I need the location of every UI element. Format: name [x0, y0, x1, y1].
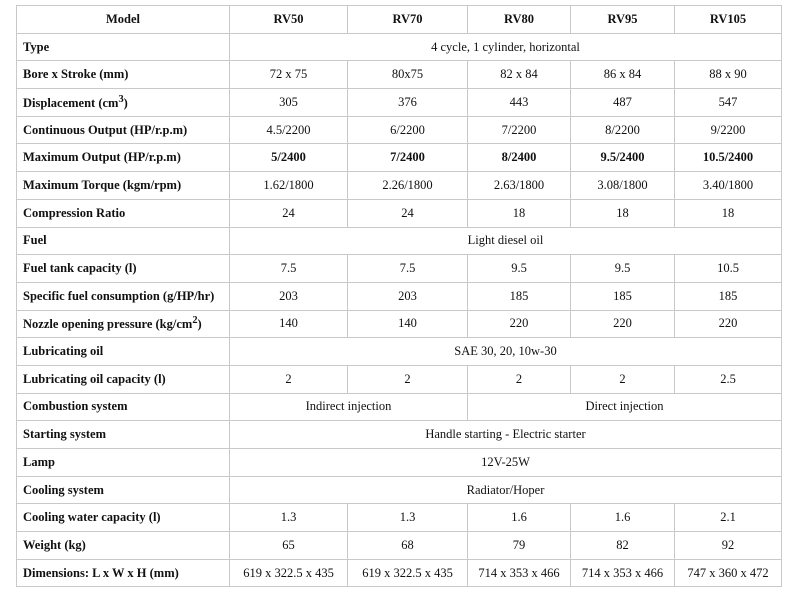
engine-spec-table	[16, 5, 782, 587]
table-row	[17, 255, 782, 283]
table-row	[17, 449, 782, 477]
header-rv105: RV105	[675, 6, 782, 34]
cell-value: 6/2200	[348, 116, 468, 144]
cell-value: 2	[230, 365, 348, 393]
cell-value: 1.3	[230, 504, 348, 532]
table-row	[17, 310, 782, 338]
cell-value: 1.62/1800	[230, 172, 348, 200]
cell-value: 305	[230, 89, 348, 117]
cell-value: 72 x 75	[230, 61, 348, 89]
cell-value: 1.6	[571, 504, 675, 532]
cell-value: 9.5	[468, 255, 571, 283]
row-value-all: Radiator/Hoper	[230, 476, 782, 504]
cell-value: 443	[468, 89, 571, 117]
cell-value: 7/2200	[468, 116, 571, 144]
table-row	[17, 33, 782, 61]
cell-value: 619 x 322.5 x 435	[230, 559, 348, 587]
cell-value: 4.5/2200	[230, 116, 348, 144]
cell-value: 2.26/1800	[348, 172, 468, 200]
table-row	[17, 532, 782, 560]
cell-value: 18	[468, 199, 571, 227]
cell-value: 1.6	[468, 504, 571, 532]
cell-value: 487	[571, 89, 675, 117]
row-label: Compression Ratio	[17, 199, 230, 227]
cell-value: 10.5	[675, 255, 782, 283]
cell-value: 68	[348, 532, 468, 560]
row-label: Lubricating oil capacity (l)	[17, 365, 230, 393]
cell-value: 9.5	[571, 255, 675, 283]
row-value-all: Light diesel oil	[230, 227, 782, 255]
row-label: Type	[17, 33, 230, 61]
cell-value: 2	[468, 365, 571, 393]
cell-value: 5/2400	[230, 144, 348, 172]
table-row	[17, 338, 782, 366]
row-label	[17, 89, 230, 117]
table-row	[17, 504, 782, 532]
label-tail: )	[123, 95, 128, 110]
cell-value: 203	[230, 282, 348, 310]
row-label: Lamp	[17, 449, 230, 477]
header-rv80: RV80	[468, 6, 571, 34]
cell-value: 185	[468, 282, 571, 310]
cell-value: 10.5/2400	[675, 144, 782, 172]
table-row	[17, 116, 782, 144]
cell-value: 2.63/1800	[468, 172, 571, 200]
cell-value: 24	[348, 199, 468, 227]
cell-value: 2.1	[675, 504, 782, 532]
cell-value: 747 x 360 x 472	[675, 559, 782, 587]
cell-value: 7.5	[230, 255, 348, 283]
row-label: Weight (kg)	[17, 532, 230, 560]
label-superscript: 3	[118, 93, 124, 105]
row-label: Dimensions: L x W x H (mm)	[17, 559, 230, 587]
row-label: Specific fuel consumption (g/HP/hr)	[17, 282, 230, 310]
row-label: Bore x Stroke (mm)	[17, 61, 230, 89]
cell-value: 8/2400	[468, 144, 571, 172]
table-row	[17, 172, 782, 200]
cell-value: 18	[571, 199, 675, 227]
cell-value: 220	[675, 310, 782, 338]
table-row	[17, 365, 782, 393]
cell-value: 79	[468, 532, 571, 560]
label-tail: )	[197, 317, 202, 332]
table-row	[17, 282, 782, 310]
cell-value: 376	[348, 89, 468, 117]
cell-value: 82 x 84	[468, 61, 571, 89]
row-label: Cooling water capacity (l)	[17, 504, 230, 532]
row-label: Starting system	[17, 421, 230, 449]
table-row	[17, 89, 782, 117]
header-rv95: RV95	[571, 6, 675, 34]
table-body	[17, 33, 782, 587]
row-value-right: Direct injection	[468, 393, 782, 421]
cell-value: 3.08/1800	[571, 172, 675, 200]
table-row	[17, 144, 782, 172]
row-value-all: SAE 30, 20, 10w-30	[230, 338, 782, 366]
table-row	[17, 227, 782, 255]
cell-value: 3.40/1800	[675, 172, 782, 200]
cell-value: 80x75	[348, 61, 468, 89]
row-value-all: 12V-25W	[230, 449, 782, 477]
row-label: Maximum Output (HP/r.p.m)	[17, 144, 230, 172]
cell-value: 619 x 322.5 x 435	[348, 559, 468, 587]
cell-value: 185	[675, 282, 782, 310]
row-label: Combustion system	[17, 393, 230, 421]
table-header	[17, 6, 782, 34]
label-superscript: 2	[192, 315, 198, 327]
cell-value: 82	[571, 532, 675, 560]
table-row	[17, 393, 782, 421]
cell-value: 203	[348, 282, 468, 310]
row-label	[17, 310, 230, 338]
header-rv50: RV50	[230, 6, 348, 34]
cell-value: 18	[675, 199, 782, 227]
table-row	[17, 559, 782, 587]
cell-value: 65	[230, 532, 348, 560]
row-label: Maximum Torque (kgm/rpm)	[17, 172, 230, 200]
table-row	[17, 476, 782, 504]
cell-value: 140	[348, 310, 468, 338]
cell-value: 547	[675, 89, 782, 117]
cell-value: 714 x 353 x 466	[571, 559, 675, 587]
table-row	[17, 421, 782, 449]
cell-value: 9.5/2400	[571, 144, 675, 172]
cell-value: 2	[571, 365, 675, 393]
cell-value: 1.3	[348, 504, 468, 532]
cell-value: 2.5	[675, 365, 782, 393]
cell-value: 86 x 84	[571, 61, 675, 89]
cell-value: 2	[348, 365, 468, 393]
cell-value: 92	[675, 532, 782, 560]
table-row	[17, 199, 782, 227]
cell-value: 140	[230, 310, 348, 338]
row-label: Fuel	[17, 227, 230, 255]
header-row	[17, 6, 782, 34]
cell-value: 7/2400	[348, 144, 468, 172]
header-model: Model	[17, 6, 230, 34]
row-label: Continuous Output (HP/r.p.m)	[17, 116, 230, 144]
cell-value: 220	[571, 310, 675, 338]
row-value-left: Indirect injection	[230, 393, 468, 421]
row-label: Fuel tank capacity (l)	[17, 255, 230, 283]
cell-value: 8/2200	[571, 116, 675, 144]
label-text: Displacement (cm	[23, 95, 119, 110]
cell-value: 185	[571, 282, 675, 310]
cell-value: 24	[230, 199, 348, 227]
row-label: Cooling system	[17, 476, 230, 504]
row-label: Lubricating oil	[17, 338, 230, 366]
cell-value: 220	[468, 310, 571, 338]
row-value-all: 4 cycle, 1 cylinder, horizontal	[230, 33, 782, 61]
cell-value: 714 x 353 x 466	[468, 559, 571, 587]
cell-value: 88 x 90	[675, 61, 782, 89]
label-text: Nozzle opening pressure (kg/cm	[23, 317, 193, 332]
header-rv70: RV70	[348, 6, 468, 34]
cell-value: 9/2200	[675, 116, 782, 144]
table-row	[17, 61, 782, 89]
row-value-all: Handle starting - Electric starter	[230, 421, 782, 449]
cell-value: 7.5	[348, 255, 468, 283]
